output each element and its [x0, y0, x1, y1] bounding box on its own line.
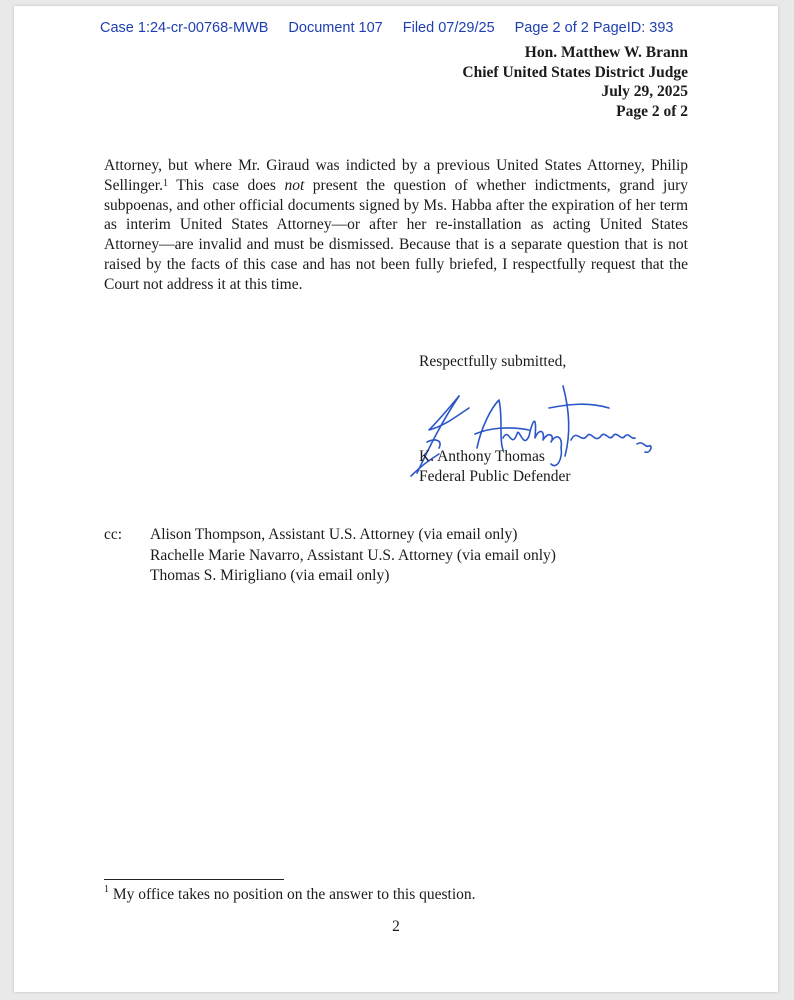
page-id: Page 2 of 2 PageID: 393	[514, 20, 674, 36]
filed-date: Filed 07/29/25	[402, 20, 495, 36]
addressee-title: Chief United States District Judge	[462, 63, 688, 81]
cc-recipient: Rachelle Marie Navarro, Assistant U.S. Attorney (via email only)	[150, 546, 556, 564]
body-paragraph: Attorney, but where Mr. Giraud was indicted by a previous United States Attorney, Philip Sellinger.$^1$ This case does not present the question of whether indictments, grand jury subpoenas, and other official documents signed by Ms. Habba after the expiration of her term as interim United States Attorney—or after her re-installation as acting United States Attorney—are invalid and must be dismissed. Because that is a separate question that is not raised by the facts of this case and has not been fully briefed, I respectfully request that the Court not address it at this time.	[104, 157, 688, 293]
addressee-name: Hon. Matthew W. Brann	[524, 44, 688, 61]
cc-block	[104, 525, 556, 587]
ecf-header-stamp	[100, 20, 720, 36]
page-number: 2	[392, 918, 400, 935]
footnote-text: My office takes no position on the answer to this question.	[109, 886, 476, 903]
footnote-ref: 1	[162, 177, 168, 189]
letter-date: July 29, 2025	[601, 83, 688, 100]
footnote-mark: 1	[104, 884, 109, 895]
letter-page: Page 2 of 2	[616, 102, 688, 120]
signer-name: K. Anthony Thomas	[419, 448, 545, 465]
signer-block	[419, 447, 571, 487]
footnote	[104, 886, 476, 904]
letter-header	[462, 43, 688, 121]
document-number: Document 107	[288, 20, 383, 36]
closing: Respectfully submitted,	[419, 353, 567, 370]
cc-recipient: Alison Thompson, Assistant U.S. Attorney (via email only)	[150, 526, 518, 543]
document-page	[14, 6, 778, 992]
signer-title: Federal Public Defender	[419, 468, 571, 485]
cc-label: cc:	[104, 526, 123, 543]
case-number: Case 1:24-cr-00768-MWB	[100, 20, 269, 36]
footnote-divider	[104, 879, 284, 880]
emphasis-text: not	[284, 176, 305, 194]
cc-recipient: Thomas S. Mirigliano (via email only)	[150, 567, 390, 584]
cc-recipients	[150, 525, 556, 587]
